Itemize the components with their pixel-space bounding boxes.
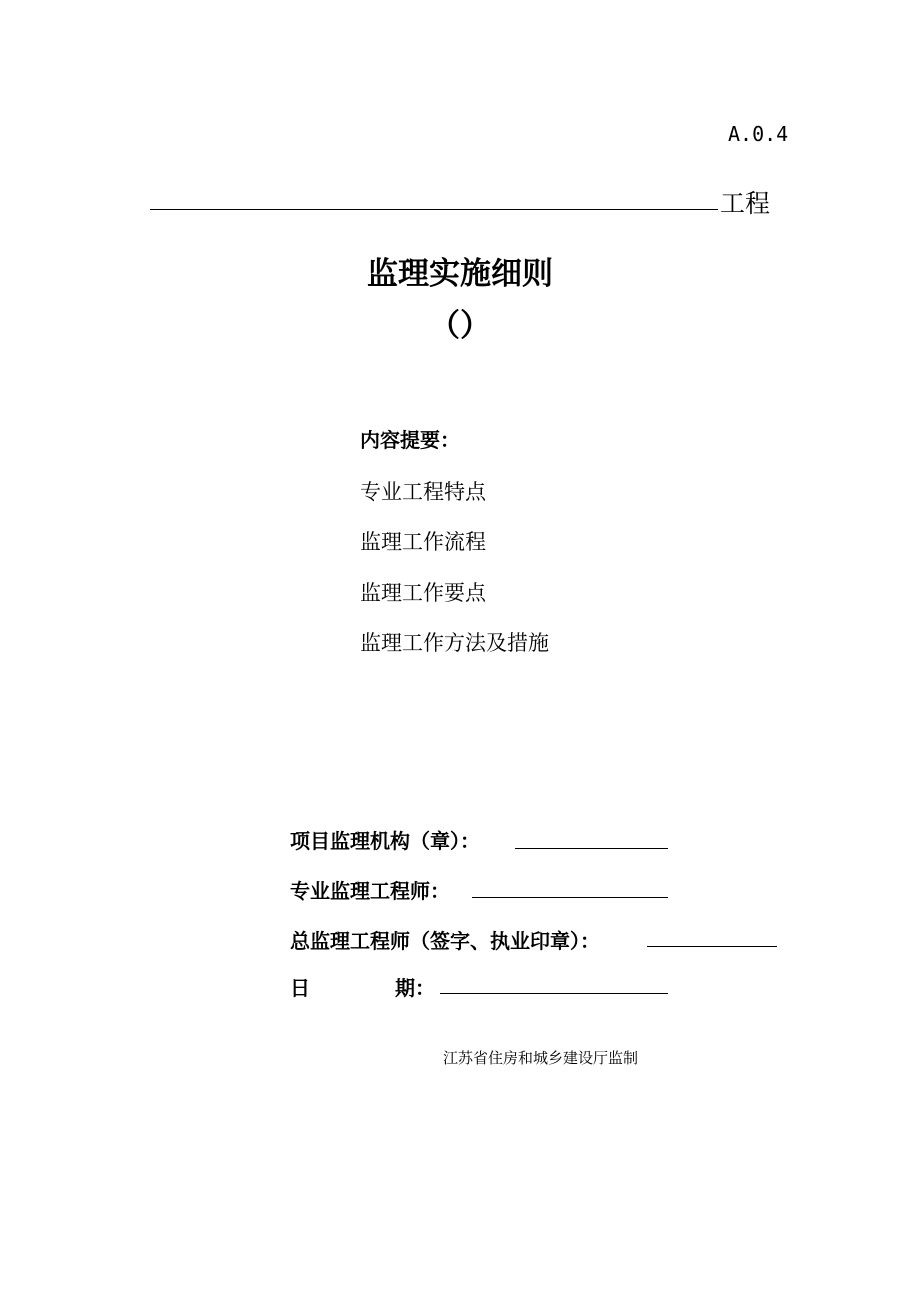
summary-item: 监理工作要点 — [360, 581, 486, 605]
document-subtitle: （） — [429, 308, 491, 344]
document-title: 监理实施细则 — [367, 256, 553, 292]
date-line — [440, 993, 668, 994]
date-label-first: 日 — [290, 976, 310, 1000]
institution-label: 项目监理机构（章）： — [290, 829, 480, 853]
specialist-engineer-label: 专业监理工程师： — [290, 879, 450, 903]
specialist-signature-line — [472, 897, 668, 898]
issuer-footer: 江苏省住房和城乡建设厅监制 — [443, 1049, 639, 1067]
chief-engineer-label: 总监理工程师（签字、执业印章）： — [290, 929, 600, 953]
project-suffix: 工程 — [720, 189, 771, 218]
institution-signature-line — [515, 848, 668, 849]
summary-heading: 内容提要： — [360, 428, 460, 452]
date-label-second: 期： — [395, 976, 435, 1000]
summary-item: 专业工程特点 — [360, 480, 486, 504]
summary-item: 监理工作流程 — [360, 530, 486, 554]
chief-signature-line — [647, 946, 777, 947]
form-code: A.0.4 — [728, 122, 789, 146]
project-name-line — [150, 209, 718, 210]
summary-item: 监理工作方法及措施 — [360, 631, 549, 655]
